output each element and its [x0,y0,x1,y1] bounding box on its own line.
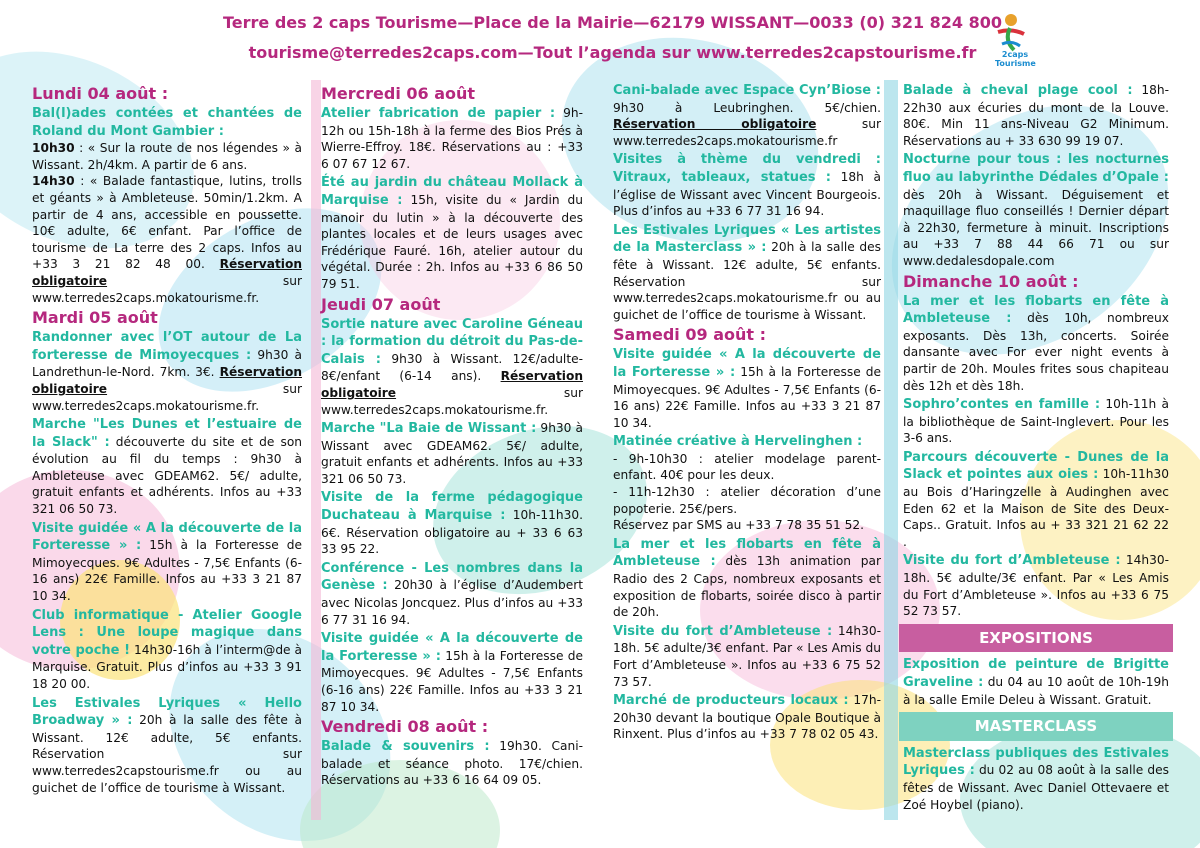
event-text: 9h30 à Wissant. 12€/adulte-8€/enfant (6-14 ans). [321,351,583,384]
day-heading: Mercredi 06 août [321,84,476,103]
event-text: : « Balade fantastique, lutins, trolls et géants » à Ambleteuse. 50min/1.2km. A partir de 4 ans, accessible en poussette. 10€ adulte, 6€ enfant. Par l’office de tourisme de La terre des 2 caps. Infos au +33 3 21 82 48 00. [32,174,302,272]
event-text: du 02 au 08 août à la salle des fêtes de Wissant. Avec Daniel Ottevaere et Zoé Hoybel (piano). [903,763,1169,812]
event [613,151,881,219]
event-title: Matinée créative à Hervelinghen : [613,434,863,450]
event-text: 15h à la Forteresse de Mimoyecques. 9€ Adultes - 7,5€ Enfants (6-16 ans) 22€ Famille. Infos au +33 3 21 87 10 34. [321,648,583,714]
event [903,552,1169,619]
event-text: dès 10h, nombreux exposants. Dès 13h, concerts. Soirée dansante avec For ever night events à partir de 20h. Moules frites sous chapiteau dès 12h et dès 18h. [903,311,1169,393]
event-text: sur www.terredes2caps.mokatourisme.fr. [32,381,302,413]
event-text: 19h30. Cani-balade et séance photo. 17€/chien. Réservations au +33 6 16 64 09 05. [321,739,583,788]
day-heading: Lundi 04 août : [32,84,169,103]
event [321,560,583,628]
event-text: sur www.terredes2caps.mokatourisme.fr [613,117,881,148]
event-title: Randonner avec l’OT autour de La forteresse de Mimoyecques : [32,330,302,363]
event [321,420,583,487]
day-heading: Samedi 09 août : [613,325,766,345]
event-title: Visite du fort d’Ambleteuse : [903,553,1121,569]
event-text: 9h30 à Leubringhen. 5€/chien. [613,100,881,115]
event [32,416,302,518]
event-text: sur www.terredes2caps.mokatourisme.fr. [321,385,583,417]
day-heading: Vendredi 08 août : [321,717,489,737]
event [321,316,583,419]
event-time: 14h30 [32,174,75,189]
event-title: Sortie nature avec Caroline Géneau : la formation du détroit du Pas-de-Calais : [321,316,583,367]
event-time: 10h30 [32,141,75,156]
column-4 [903,82,1169,815]
event-text: 10h-11h30 au Bois d’Haringzelle à Audinghen avec Eden 62 et la Maison de Site des Deux-Caps.. Gratuit. Infos au + 33 321 21 62 22 . [903,467,1170,549]
event [613,536,881,621]
event-text: sur www.terredes2caps.mokatourisme.fr. [32,273,302,305]
event-title: Marché de producteurs locaux : [613,693,849,709]
event-text: 10h-11h à la bibliothèque de Saint-Inglevert. Pour les 3-6 ans. [903,397,1169,446]
column-2 [321,82,583,791]
event [903,82,1169,149]
event [32,607,302,693]
event-text: 10h-11h30. 6€. Réservation obligatoire au + 33 6 63 33 95 22. [321,508,584,557]
event-title: Nocturne pour tous : les nocturnes fluo au labyrinthe Dédales d’Opale : [903,152,1169,185]
event [613,82,881,149]
event-title: Parcours découverte - Dunes de la Slack et pointes aux oies : [903,449,1169,483]
event [613,222,881,324]
logo-text: 2caps Tourisme [995,50,1036,68]
event-title: Visite de la ferme pédagogique Duchateau à Marquise : [321,490,583,524]
reservation-note: Réservation obligatoire [32,257,302,288]
event-text: : « Sur la route de nos légendes » à Wissant. 2h/4km. A partir de 6 ans. [32,141,302,172]
event-title: La mer et les flobarts en fête à Ambleteuse : [613,536,881,570]
event [32,520,302,605]
event-text: 18h à l’église de Wissant avec Vincent Bourgeois. Plus d’infos au +33 6 77 31 16 94. [613,169,881,219]
event-text: 14h30-16h à l’interm@de à Marquise. Gratuit. Plus d’infos au +33 3 91 18 20 00. [32,642,302,691]
header-contact-line: Terre des 2 caps Tourisme—Place de la Mairie—62179 WISSANT—0033 (0) 321 824 800 [222,13,1003,32]
column-divider [884,80,898,820]
event-text: 9h30 à Landrethun-le-Nord. 7km. 3€. [32,347,302,380]
event-text: 18h-22h30 aux écuries du mont de la Louve. 80€. Min 11 ans-Niveau G2 Minimum. Réservations au + 33 630 99 19 07. [903,83,1169,148]
event-title: Été au jardin du château Mollack à Marquise : [321,175,583,208]
event-title: Marche "La Baie de Wissant : [321,421,537,437]
column-1 [32,82,302,798]
event-text: 15h, visite du « Jardin du manoir du lutin » à la découverte des plantes locales et de leurs usages avec Frédérique Fauré. 16h, atelier autour du végétal. Durée : 2h. Infos au +33 6 86 50 79 51. [321,192,584,291]
event-title: Les Estivales Lyriques « Hello Broadway » : [32,695,302,729]
event [903,396,1169,447]
event [613,692,881,743]
event-title: Visite guidée « A la découverte de la Forteresse » : [321,631,583,664]
event-title: Visites à thème du vendredi : Vitraux, tableaux, statues : [613,152,881,185]
event-title: Sophro’contes en famille : [903,397,1101,413]
event-title: Atelier fabrication de papier : [321,106,556,121]
event [613,433,881,534]
event [903,656,1169,708]
event-title: Les Estivales Lyriques « Les artistes de la Masterclass » : [613,222,881,256]
event-text: 14h30-18h. 5€ adulte/3€ enfant. Par « Les Amis du Fort d’Ambleteuse ». Infos au +33 6 75 52 73 57. [903,553,1169,619]
event-text: - 11h-12h30 : atelier décoration d’une popoterie. 25€/pers. [613,485,881,516]
event [903,745,1169,813]
event-text: 20h30 à l’église d’Audembert avec Nicolas Joncquez. Plus d’infos au +33 6 77 31 16 94. [321,578,583,627]
column-divider [311,80,321,820]
event [32,329,302,414]
event-text: 15h à la Forteresse de Mimoyecques. 9€ Adultes - 7,5€ Enfants (6-16 ans) 22€ Famille. Infos au +33 3 21 87 10 34. [613,364,881,430]
event-title: Balade & souvenirs : [321,739,490,755]
day-heading: Mardi 05 août [32,308,158,328]
event-title: Club informatique - Atelier Google Lens : Une loupe magique dans votre poche ! [32,607,302,658]
day-heading: Jeudi 07 août [321,294,441,314]
event-title: Conférence - Les nombres dans la Genèse : [321,560,583,594]
day-heading: Dimanche 10 août : [903,271,1079,291]
reservation-note: Réservation obligatoire [32,365,302,396]
event [903,293,1169,395]
event-text: 9h-12h ou 15h-18h à la ferme des Bios Prés à Wierre-Effroy. 18€. Réservations au : +33 6 07 67 12 67. [321,106,583,171]
event-title: Visite guidée « A la découverte de la Forteresse » : [32,520,302,554]
event-title: Masterclass publiques des Estivales Lyriques : [903,745,1169,779]
event [903,151,1169,269]
column-3 [613,82,881,745]
event-text: découverte du site et de son évolution au fil du temps : 9h30 à Ambleteuse avec GDEAM62. 5€/ adulte, gratuit enfants et adhérents. Infos au +33 321 06 50 73. [32,434,303,517]
event-title: Visite guidée « A la découverte de la Forteresse » : [613,347,881,380]
expositions-band: EXPOSITIONS [899,624,1173,653]
masterclass-band: MASTERCLASS [899,712,1173,741]
event-text: 14h30-18h. 5€ adulte/3€ enfant. Par « Les Amis du Fort d’Ambleteuse ». Infos au +33 6 75 52 73 57. [613,623,882,689]
event-title: Exposition de peinture de Brigitte Graveline : [903,657,1169,690]
event-text: dès 13h animation par Radio des 2 Caps, nombreux exposants et exposition de flobarts, soirée disco à partir de 20h. [613,554,881,620]
event [613,623,881,690]
header-web-line: tourisme@terredes2caps.com—Tout l’agenda sur www.terredes2capstourisme.fr [248,43,977,62]
event-text: 20h à la salle des fête à Wissant. 12€ adulte, 5€ enfants. Réservation sur www.terredes2capstourisme.fr ou au guichet de l’office de tourisme à Wissant. [32,713,302,795]
event-title: La mer et les flobarts en fête à Ambleteuse : [903,293,1169,327]
reservation-note: Réservation obligatoire [321,369,583,400]
event-text: du 04 au 10 août de 10h-19h à la salle Emile Deleu à Wissant. Gratuit. [903,675,1169,707]
event [32,695,302,797]
event [321,489,583,557]
header [0,0,1200,76]
event-title: Visite du fort d’Ambleteuse : [613,623,833,639]
event [903,449,1169,551]
event-title: Marche "Les Dunes et l’estuaire de la Slack" : [32,417,302,450]
event [321,630,583,715]
event [613,346,881,431]
event-title: Cani-balade avec Espace Cyn’Biose : [613,83,881,98]
event-text: Réservez par SMS au +33 7 78 35 51 52. [613,518,865,533]
event-text: 20h à la salle des fête à Wissant. 12€ adulte, 5€ enfants. Réservation sur www.terredes2caps.mokatourisme.fr ou au guichet de l’office de tourisme à Wissant. [613,240,881,322]
event [32,105,302,306]
event-title: Balade à cheval plage cool : [903,83,1133,98]
event-text: dès 20h à Wissant. Déguisement et maquillage fluo conseillés ! Dernier départ à 22h30, fermeture à minuit. Inscriptions au +33 7 88 44 66 71 ou sur www.dedalesdopale.com [903,187,1169,268]
event-text: 17h-20h30 devant la boutique Opale Boutique à Rinxent. Plus d’infos au +33 7 78 02 05 43. [613,693,881,742]
event [321,174,583,292]
event [321,738,583,789]
event-title: Bal(l)ades contées et chantées de Roland du Mont Gambier : [32,106,302,139]
reservation-note: Réservation obligatoire [613,117,817,132]
event [321,105,583,172]
event-text: - 9h-10h30 : atelier modelage parent-enfant. 40€ pour les deux. [613,451,881,483]
event-text: 9h30 à Wissant avec GDEAM62. 5€/ adulte, gratuit enfants et adhérents. Infos au +33 321 06 50 73. [321,421,583,486]
event-text: 15h à la Forteresse de Mimoyecques. 9€ Adultes - 7,5€ Enfants (6-16 ans) 22€ Famille. Infos au +33 3 21 87 10 34. [32,538,302,604]
